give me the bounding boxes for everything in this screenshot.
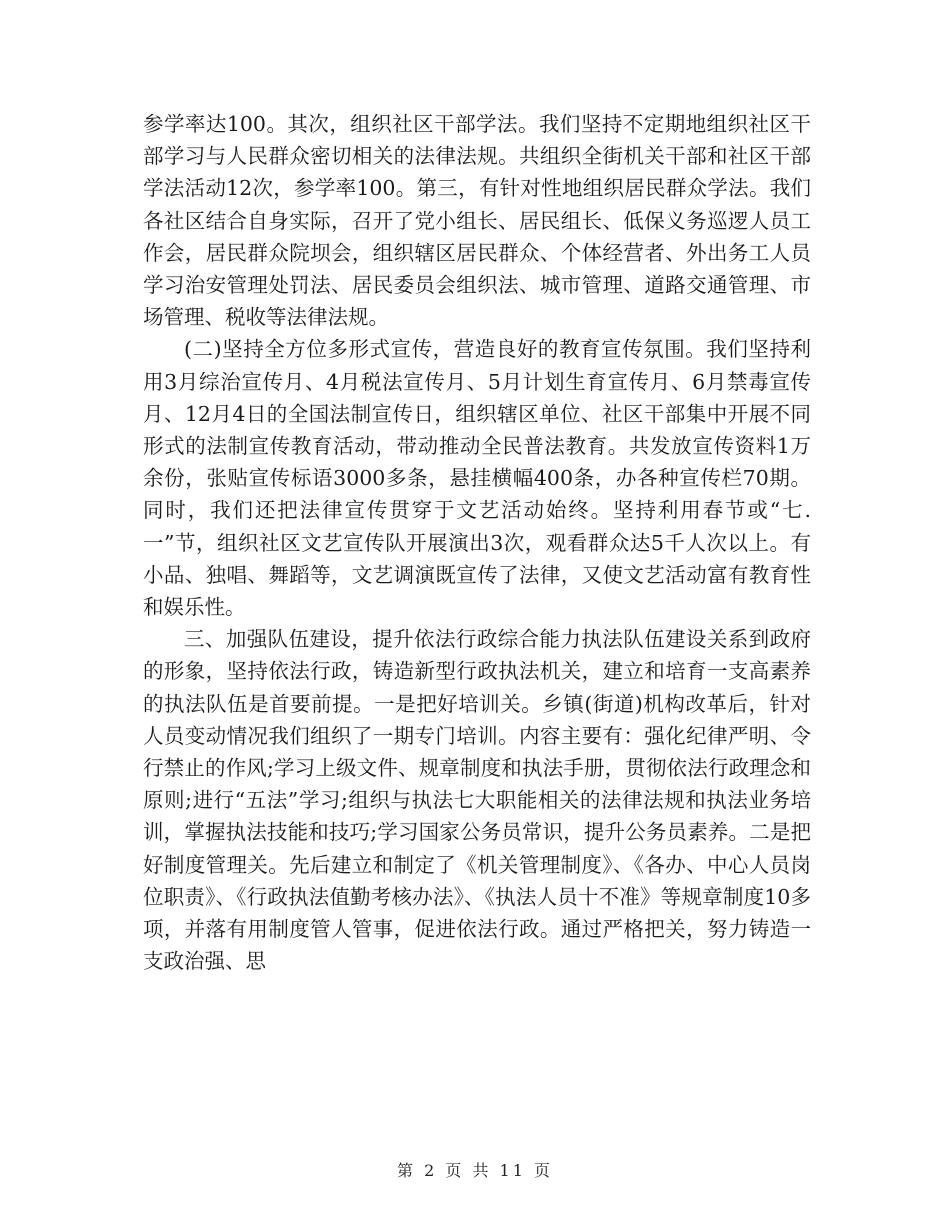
paragraph-publicity: (二)坚持全方位多形式宣传，营造良好的教育宣传氛围。我们坚持利用3月综治宣传月、4月税法宣传月、5月计划生育宣传月、6月禁毒宣传月、12月4日的全国法制宣传日，组织辖区单位、社区干部集中开展不同形式的法制宣传教育活动，带动推动全民普法教育。共发放宣传资料1万余份，张贴宣传标语3000多条，悬挂横幅400条，办各种宣传栏70期。同时，我们还把法律宣传贯穿于文艺活动始终。坚持利用春节或“七.一”节，组织社区文艺宣传队开展演出3次，观看群众达5千人次以上。有小品、独唱、舞蹈等，文艺调演既宣传了法律，又使文艺活动富有教育性和娱乐性。	[143, 337, 811, 620]
document-body	[143, 108, 811, 977]
page-number-footer: 第 2 页 共 11 页	[397, 1161, 553, 1180]
paragraph-team-building: 三、加强队伍建设，提升依法行政综合能力执法队伍建设关系到政府的形象，坚持依法行政，铸造新型行政执法机关，建立和培育一支高素养的执法队伍是首要前提。一是把好培训关。乡镇(街道)机构改革后，针对人员变动情况我们组织了一期专门培训。内容主要有：强化纪律严明、令行禁止的作风;学习上级文件、规章制度和执法手册，贯彻依法行政理念和原则;进行“五法”学习;组织与执法七大职能相关的法律法规和执法业务培训，掌握执法技能和技巧;学习国家公务员常识，提升公务员素养。二是把好制度管理关。先后建立和制定了《机关管理制度》、《各办、中心人员岗位职责》、《行政执法值勤考核办法》、《执法人员十不准》等规章制度10多项，并落有用制度管人管事，促进依法行政。通过严格把关，努力铸造一支政治强、思	[143, 627, 811, 974]
paragraph-continued: 参学率达100。其次，组织社区干部学法。我们坚持不定期地组织社区干部学习与人民群众密切相关的法律法规。共组织全街机关干部和社区干部学法活动12次，参学率100。第三，有针对性地组织居民群众学法。我们各社区结合自身实际，召开了党小组长、居民组长、低保义务巡逻人员工作会，居民群众院坝会，组织辖区居民群众、个体经营者、外出务工人员学习治安管理处罚法、居民委员会组织法、城市管理、道路交通管理、市场管理、税收等法律法规。	[143, 112, 811, 330]
